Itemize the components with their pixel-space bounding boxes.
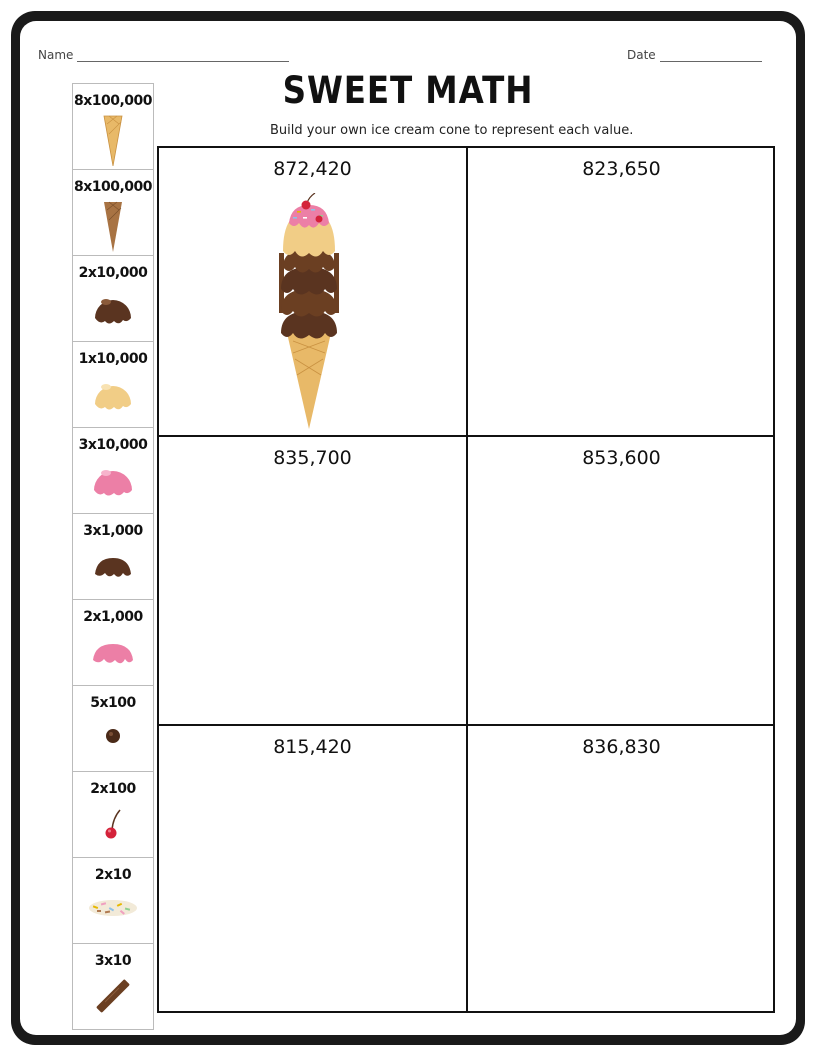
legend-item <box>73 858 153 944</box>
answer-box[interactable] <box>468 437 775 724</box>
date-label: Date <box>627 48 656 62</box>
legend-label: 1x10,000 <box>78 351 148 367</box>
ice-cream-cone-icon <box>269 193 349 433</box>
legend-item <box>73 428 153 514</box>
legend-item <box>73 256 153 342</box>
sprinkles-icon <box>87 896 139 918</box>
legend-label: 2x10,000 <box>78 265 148 281</box>
legend-label: 3x10,000 <box>78 437 148 453</box>
name-line[interactable] <box>77 60 289 62</box>
target-value: 835,700 <box>273 447 352 469</box>
legend-item <box>73 600 153 686</box>
target-value: 815,420 <box>273 736 352 758</box>
target-value: 823,650 <box>582 158 661 180</box>
page-title: SWEET MATH <box>282 69 534 112</box>
legend-label: 8x100,000 <box>73 179 153 195</box>
target-value: 853,600 <box>582 447 661 469</box>
target-value: 836,830 <box>582 736 661 758</box>
legend-item <box>73 342 153 428</box>
chocolate-cone-icon <box>103 200 123 252</box>
chocolate-chip-icon <box>105 728 121 744</box>
legend-column <box>72 83 154 1030</box>
chocolate-drip-icon <box>93 556 133 580</box>
instructions: Build your own ice cream cone to represent each value. <box>270 123 634 138</box>
page-border <box>11 11 805 1045</box>
answer-box[interactable] <box>468 726 775 1011</box>
date-line[interactable] <box>660 60 762 62</box>
vanilla-scoop-icon <box>92 374 134 416</box>
legend-label: 2x1,000 <box>83 609 143 625</box>
chocolate-scoop-icon <box>92 290 134 330</box>
answer-box[interactable] <box>159 726 466 1011</box>
date-field[interactable] <box>627 48 762 62</box>
wafer-stick-icon <box>95 978 131 1014</box>
strawberry-scoop-icon <box>91 460 135 502</box>
answer-grid <box>157 146 775 1013</box>
name-field[interactable] <box>38 48 289 62</box>
legend-label: 3x1,000 <box>83 523 143 539</box>
answer-box[interactable] <box>468 148 775 435</box>
legend-label: 2x10 <box>94 867 132 883</box>
target-value: 872,420 <box>273 158 352 180</box>
strawberry-drip-icon <box>91 642 135 668</box>
answer-box[interactable] <box>159 148 466 435</box>
legend-item <box>73 84 153 170</box>
legend-label: 8x100,000 <box>73 93 153 109</box>
cherry-icon <box>103 808 123 840</box>
legend-label: 5x100 <box>90 695 136 711</box>
answer-box[interactable] <box>159 437 466 724</box>
legend-label: 2x100 <box>90 781 136 797</box>
legend-item <box>73 686 153 772</box>
legend-item <box>73 772 153 858</box>
legend-item <box>73 170 153 256</box>
legend-item <box>73 944 153 1030</box>
legend-label: 3x10 <box>94 953 132 969</box>
legend-item <box>73 514 153 600</box>
waffle-cone-icon <box>103 114 123 166</box>
worksheet-page <box>20 21 796 1035</box>
name-label: Name <box>38 48 74 62</box>
